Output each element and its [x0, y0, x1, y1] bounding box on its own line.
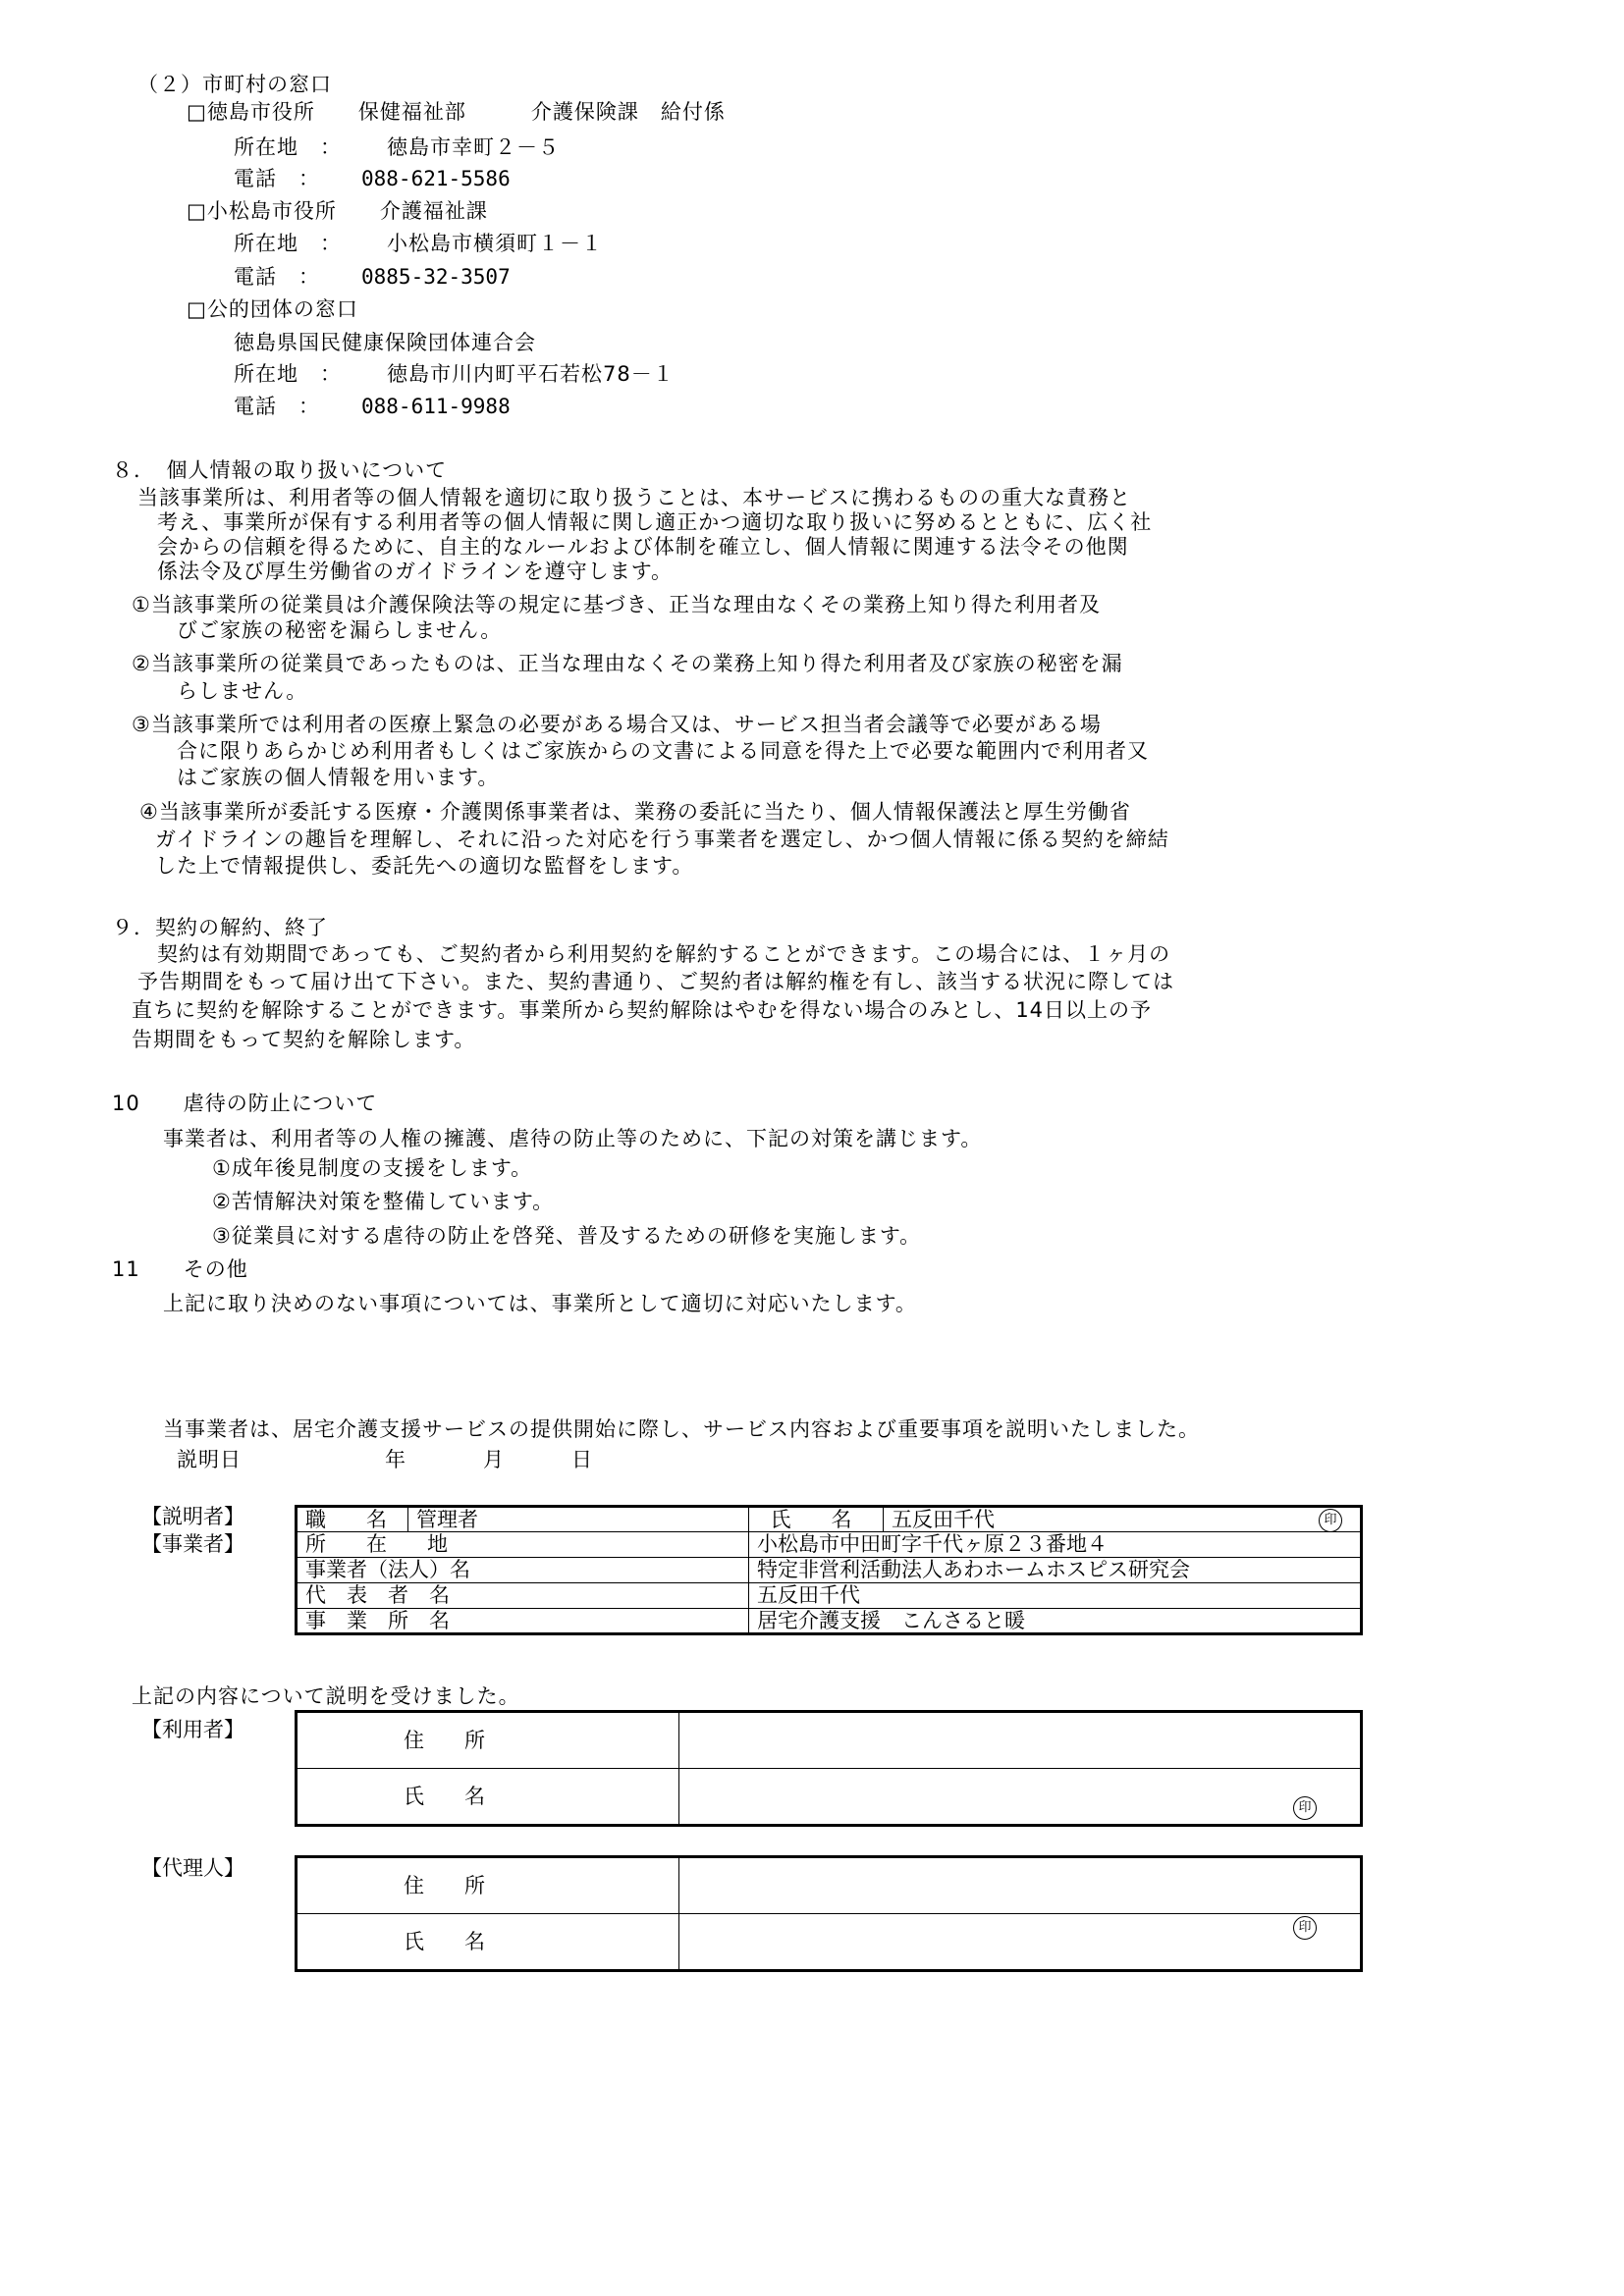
section8-item1-line: ①当該事業所の従業員は介護保険法等の規定に基づき、正当な理由なくその業務上知り得た利用者及 — [132, 593, 1101, 616]
section11-text: 上記に取り決めのない事項については、事業所として適切に対応いたします。 — [163, 1292, 917, 1315]
section8-item4-line: した上で情報提供し、委託先への適切な監督をします。 — [155, 854, 694, 878]
agent-address-label: 住 所 — [404, 1873, 495, 1897]
business-label: 【事業者】 — [141, 1532, 244, 1556]
user-label: 【利用者】 — [141, 1718, 244, 1741]
user-row-name — [297, 1769, 1362, 1826]
section9-line: 直ちに契約を解除することができます。事業所から契約解除はやむを得ない場合のみとし、14日以上の予 — [132, 998, 1153, 1022]
user-seal-mark: 印 — [1293, 1796, 1317, 1820]
tokushima-address: 徳島市幸町２－５ — [387, 135, 560, 159]
user-name-label-cell — [297, 1769, 679, 1826]
komatsushima-address: 小松島市横須町１－１ — [387, 232, 603, 255]
explanation-date-label: 説明日 — [177, 1448, 242, 1471]
tokushima-address-label: 所在地 ： — [234, 135, 342, 159]
user-table — [295, 1710, 1363, 1827]
provider-row-rep — [297, 1583, 1362, 1609]
rep-label-cell — [297, 1583, 749, 1609]
section8-item2-line: らしません。 — [177, 679, 308, 703]
tokushima-phone-label: 電話 ： — [234, 167, 320, 190]
provider-row-office — [297, 1609, 1362, 1634]
section9-line: 予告期間をもって届け出て下さい。また、契約書通り、ご契約者は解約権を有し、該当する状況に際しては — [137, 970, 1174, 993]
agent-name-label-cell — [297, 1914, 679, 1971]
corp-value: 特定非営利活動法人あわホームホスピス研究会 — [757, 1558, 1190, 1581]
section8-item4-line: ガイドラインの趣旨を理解し、それに沿った対応を行う事業者を選定し、かつ個人情報に係る契約を締結 — [155, 828, 1169, 851]
agent-table — [295, 1855, 1363, 1972]
section11-heading: 11 その他 — [112, 1257, 248, 1281]
address-label: 所 在 地 — [305, 1532, 458, 1556]
name-value-cell — [884, 1507, 1362, 1532]
section8-intro-line: 当該事業所は、利用者等の個人情報を適切に取り扱うことは、本サービスに携わるものの重大な責務と — [137, 486, 1131, 509]
section8-item3-line: ③当該事業所では利用者の医療上緊急の必要がある場合又は、サービス担当者会議等で必要がある場 — [132, 713, 1102, 736]
section8-item3-line: 合に限りあらかじめ利用者もしくはご家族からの文書による同意を得た上で必要な範囲内で利用者又 — [177, 739, 1149, 763]
position-label: 職 名 — [305, 1507, 397, 1531]
section9-heading: ９．契約の解約、終了 — [112, 916, 328, 939]
explainer-label: 【説明者】 — [141, 1505, 244, 1528]
corp-label-cell — [297, 1558, 749, 1583]
section9-line: 契約は有効期間であっても、ご契約者から利用契約を解約することができます。この場合には、１ヶ月の — [157, 942, 1171, 966]
provider-row-position — [297, 1507, 1362, 1532]
section8-item2-line: ②当該事業所の従業員であったものは、正当な理由なくその業務上知り得た利用者及び家族の秘密を漏 — [132, 652, 1123, 675]
section8-heading: ８． 個人情報の取り扱いについて — [112, 458, 448, 482]
public-body-title: □公的団体の窓口 — [187, 297, 358, 321]
agent-seal-mark: 印 — [1293, 1916, 1317, 1940]
corp-label: 事業者（法人）名 — [305, 1558, 470, 1581]
public-body-address: 徳島市川内町平石若松78－１ — [387, 362, 675, 386]
public-body-org: 徳島県国民健康保険団体連合会 — [234, 331, 536, 354]
section9-line: 告期間をもって契約を解除します。 — [132, 1028, 476, 1051]
komatsushima-phone-label: 電話 ： — [234, 265, 320, 289]
komatsushima-city-title: □小松島市役所 介護福祉課 — [187, 199, 488, 223]
section8-intro-line: 会からの信頼を得るために、自主的なルールおよび体制を確立し、個人情報に関連する法令その他関 — [157, 535, 1129, 559]
komatsushima-address-label: 所在地 ： — [234, 232, 342, 255]
user-address-label-cell — [297, 1712, 679, 1769]
tokushima-city-title: □徳島市役所 保健福祉部 介護保険課 給付係 — [187, 100, 726, 124]
agent-name-label: 氏 名 — [404, 1929, 495, 1953]
agent-row-name — [297, 1914, 1362, 1971]
section10-heading: 10 虐待の防止について — [112, 1092, 378, 1115]
section8-item3-line: はご家族の個人情報を用います。 — [177, 766, 500, 789]
explanation-statement: 当事業者は、居宅介護支援サービスの提供開始に際し、サービス内容および重要事項を説明いたしました。 — [163, 1417, 1200, 1441]
seal-mark: 印 — [1319, 1509, 1342, 1532]
section8-item4-line: ④当該事業所が委託する医療・介護関係事業者は、業務の委託に当たり、個人情報保護法と厚生労働省 — [139, 800, 1131, 824]
section10-intro: 事業者は、利用者等の人権の擁護、虐待の防止等のために、下記の対策を講じます。 — [163, 1127, 983, 1150]
agent-row-address — [297, 1857, 1362, 1914]
section8-intro-line: 考え、事業所が保有する利用者等の個人情報に関し適正かつ適切な取り扱いに努めるとともに、広く社 — [157, 510, 1153, 534]
office-value-cell — [749, 1609, 1362, 1634]
komatsushima-phone: 0885-32-3507 — [361, 265, 511, 289]
name-label: 氏 名 — [770, 1507, 862, 1531]
address-value: 小松島市中田町字千代ヶ原２３番地４ — [757, 1532, 1108, 1556]
office-label-cell — [297, 1609, 749, 1634]
office-value: 居宅介護支援 こんさると暖 — [757, 1608, 1025, 1632]
position-value: 管理者 — [416, 1507, 478, 1531]
rep-value: 五反田千代 — [757, 1583, 860, 1607]
position-label-cell — [297, 1507, 408, 1532]
rep-label: 代 表 者 名 — [305, 1583, 450, 1607]
explanation-day: 日 — [571, 1448, 593, 1471]
provider-table — [295, 1505, 1363, 1635]
public-body-address-label: 所在地 ： — [234, 362, 342, 386]
name-label-cell — [749, 1507, 884, 1532]
provider-row-address — [297, 1532, 1362, 1558]
office-label: 事 業 所 名 — [305, 1608, 450, 1632]
agent-address-label-cell — [297, 1857, 679, 1914]
address-value-cell — [749, 1532, 1362, 1558]
section8-item1-line: びご家族の秘密を漏らしません。 — [177, 618, 503, 642]
position-value-cell — [408, 1507, 749, 1532]
user-row-address — [297, 1712, 1362, 1769]
tokushima-phone: 088-621-5586 — [361, 167, 511, 190]
user-name-label: 氏 名 — [404, 1784, 495, 1808]
name-value: 五反田千代 — [892, 1507, 995, 1531]
agent-address-field[interactable] — [679, 1857, 1362, 1914]
explanation-year: 年 — [385, 1448, 406, 1471]
section10-item: ③従業員に対する虐待の防止を啓発、普及するための研修を実施します。 — [212, 1224, 922, 1248]
agent-name-field[interactable] — [679, 1914, 1362, 1971]
public-body-phone: 088-611-9988 — [361, 395, 511, 418]
section10-item: ①成年後見制度の支援をします。 — [212, 1156, 533, 1180]
explanation-month: 月 — [483, 1448, 505, 1471]
received-statement: 上記の内容について説明を受けました。 — [132, 1684, 520, 1708]
municipal-heading: （２）市町村の窓口 — [137, 73, 332, 96]
section10-item: ②苦情解決対策を整備しています。 — [212, 1190, 555, 1213]
user-name-field[interactable] — [679, 1769, 1362, 1826]
agent-label: 【代理人】 — [141, 1856, 244, 1880]
user-address-label: 住 所 — [404, 1728, 495, 1752]
section8-intro-line: 係法令及び厚生労働省のガイドラインを遵守します。 — [157, 560, 674, 583]
address-label-cell — [297, 1532, 749, 1558]
rep-value-cell — [749, 1583, 1362, 1609]
public-body-phone-label: 電話 ： — [234, 395, 320, 418]
corp-value-cell — [749, 1558, 1362, 1583]
user-address-field[interactable] — [679, 1712, 1362, 1769]
provider-row-corp — [297, 1558, 1362, 1583]
